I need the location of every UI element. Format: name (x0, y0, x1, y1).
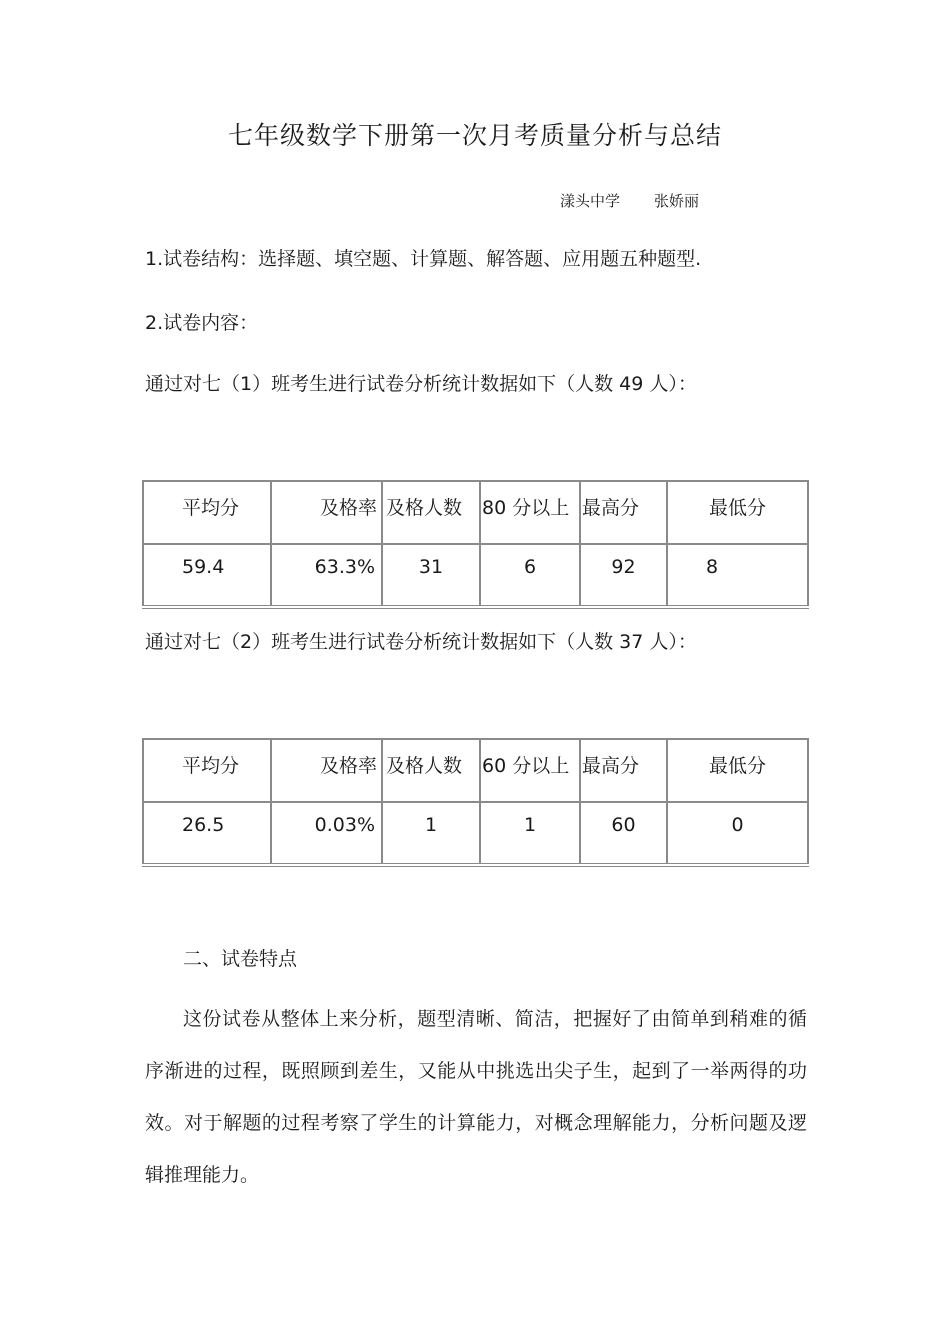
author-name: 张娇丽 (654, 192, 700, 210)
header-cell: 及格率 (271, 481, 382, 544)
header-cell: 及格率 (271, 739, 382, 802)
table-header-row (143, 481, 808, 544)
value-cell: 0.03% (271, 802, 382, 865)
table-row (143, 544, 808, 607)
item-exam-content: 2.试卷内容： (145, 312, 259, 334)
value-cell: 31 (382, 544, 480, 607)
table-header-row (143, 739, 808, 802)
value-cell: 60 (580, 802, 667, 865)
header-cell: 及格人数 (382, 739, 480, 802)
value-cell: 63.3% (271, 544, 382, 607)
value-cell: 26.5 (143, 802, 271, 865)
header-cell: 及格人数 (382, 481, 480, 544)
header-cell: 最高分 (580, 739, 667, 802)
header-cell: 最低分 (667, 739, 808, 802)
value-cell: 1 (480, 802, 580, 865)
header-cell: 60 分以上 (480, 739, 580, 802)
document-title: 七年级数学下册第一次月考质量分析与总结 (227, 121, 722, 150)
header-cell: 平均分 (143, 481, 271, 544)
header-cell: 平均分 (143, 739, 271, 802)
table-row (143, 802, 808, 865)
header-cell: 最高分 (580, 481, 667, 544)
class2-intro: 通过对七（2）班考生进行试卷分析统计数据如下（人数 37 人）： (145, 631, 697, 653)
value-cell: 59.4 (143, 544, 271, 607)
section2-paragraph: 这份试卷从整体上来分析，题型清晰、简洁，把握好了由简单到稍难的循序渐进的过程，既照顾到差生，又能从中挑选出尖子生，起到了一举两得的功效。对于解题的过程考察了学生的计算能力，对概念理解能力，分析问题及逻辑推理能力。 (145, 1008, 807, 1186)
class1-stats-table (142, 480, 809, 609)
value-cell: 8 (667, 544, 808, 607)
value-cell: 92 (580, 544, 667, 607)
value-cell: 1 (382, 802, 480, 865)
item-exam-structure: 1.试卷结构：选择题、填空题、计算题、解答题、应用题五种题型. (145, 248, 702, 270)
value-cell: 0 (667, 802, 808, 865)
class2-stats-table (142, 738, 809, 867)
header-cell: 80 分以上 (480, 481, 580, 544)
author-line (560, 190, 699, 211)
header-cell: 最低分 (667, 481, 808, 544)
value-cell: 6 (480, 544, 580, 607)
section2-heading: 二、试卷特点 (183, 948, 298, 970)
class1-intro: 通过对七（1）班考生进行试卷分析统计数据如下（人数 49 人）： (145, 373, 697, 395)
author-school: 漾头中学 (560, 192, 621, 210)
